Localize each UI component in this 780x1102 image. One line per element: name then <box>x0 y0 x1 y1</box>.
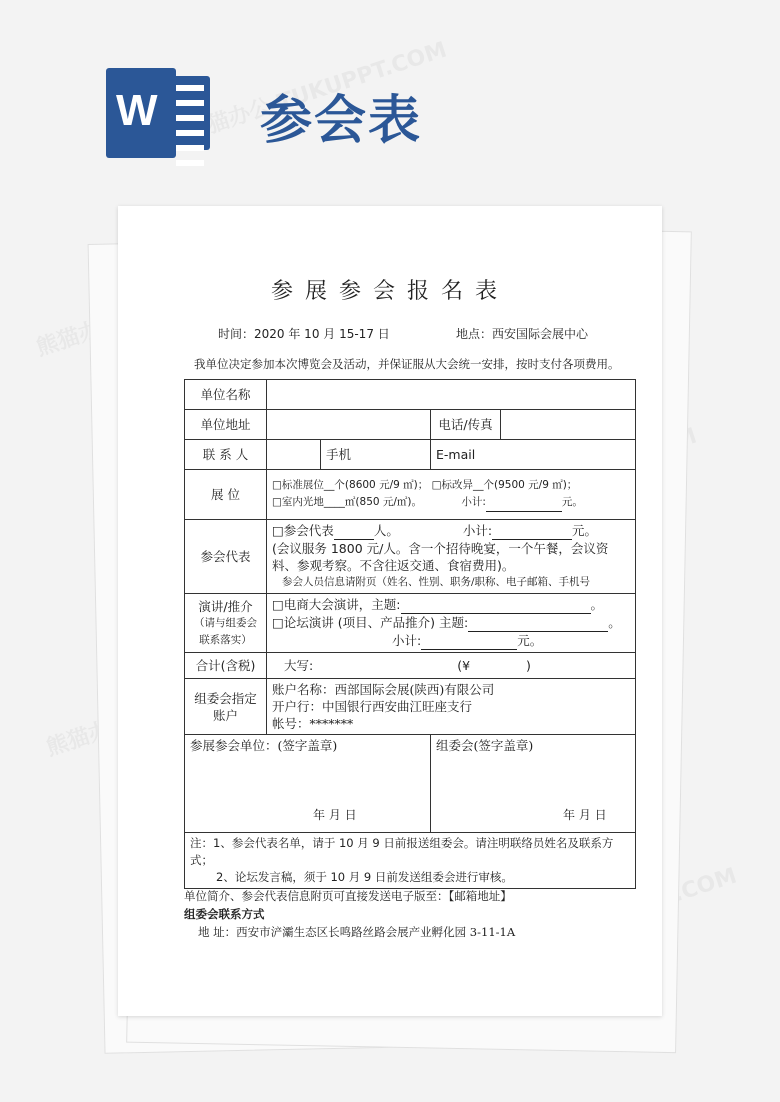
registration-table <box>184 379 636 889</box>
label-booth: 展 位 <box>185 470 267 520</box>
place-info: 地点：西安国际会展中心 <box>456 327 589 341</box>
unit-address-field[interactable] <box>267 410 431 440</box>
delegate-section[interactable]: □参会代表 人。 小计: 元。 (会议服务 1800 元/人。含一个招待晚宴，一个午餐，会议资料、参观考察。不含往返交通、食宿费用)。 参会人员信息请附页（姓名、性别、职务/职称、电子邮箱、手机号 <box>267 520 636 594</box>
account-info: 账户名称：西部国际会展(陕西)有限公司 开户行：中国银行西安曲江旺座支行 帐号：******* <box>267 679 636 735</box>
speech-section[interactable]: □电商大会演讲，主题: 。 □论坛演讲 (项目、产品推介) 主题: 。 小计: 元。 <box>267 594 636 653</box>
footer-address: 地 址：西安市浐灞生态区长鸣路丝路会展产业孵化园 3-11-1A <box>198 925 516 939</box>
label-unit-address: 单位地址 <box>185 410 267 440</box>
label-delegate: 参会代表 <box>185 520 267 594</box>
footer-contact-title: 组委会联系方式 <box>184 907 265 921</box>
intro-text: 我单位决定参加本次博览会及活动，并保证服从大会统一安排，按时支付各项费用。 <box>194 357 620 371</box>
label-total: 合计(含税) <box>185 653 267 679</box>
label-phone-fax: 电话/传真 <box>431 410 501 440</box>
booth-options[interactable]: □标准展位__个(8600 元/9 ㎡)； □标改异__个(9500 元/9 ㎡)； □室内光地____㎡(850 元/㎡)。 小计: 元。 <box>267 470 636 520</box>
footer-send-info: 单位简介、参会代表信息附页可直接发送电子版至：【邮箱地址】 <box>184 889 512 903</box>
label-contact: 联 系 人 <box>185 440 267 470</box>
contact-field[interactable] <box>267 440 321 470</box>
unit-name-field[interactable] <box>267 380 636 410</box>
total-field[interactable]: 大写: (¥ ) <box>267 653 636 679</box>
notes: 注：1、参会代表名单，请于 10 月 9 日前报送组委会。请注明联络员姓名及联系方式； 2、论坛发言稿，须于 10 月 9 日前发送组委会进行审核。 <box>185 833 636 889</box>
label-unit-name: 单位名称 <box>185 380 267 410</box>
form-sheet <box>118 206 662 1016</box>
page-title: 参会表 <box>260 90 423 151</box>
participant-signature-box[interactable]: 参展参会单位：(签字盖章) 年 月 日 <box>185 735 431 833</box>
label-account: 组委会指定账户 <box>185 679 267 735</box>
word-logo-icon: W <box>106 68 210 158</box>
label-mobile: 手机 <box>321 440 431 470</box>
time-info: 时间：2020 年 10 月 15-17 日 <box>218 327 390 341</box>
label-email: E-mail <box>431 440 636 470</box>
label-speech: 演讲/推介 （请与组委会联系落实） <box>185 594 267 653</box>
form-title: 参展参会报名表 <box>270 279 509 304</box>
committee-signature-box[interactable]: 组委会(签字盖章) 年 月 日 <box>431 735 636 833</box>
phone-fax-field[interactable] <box>501 410 636 440</box>
